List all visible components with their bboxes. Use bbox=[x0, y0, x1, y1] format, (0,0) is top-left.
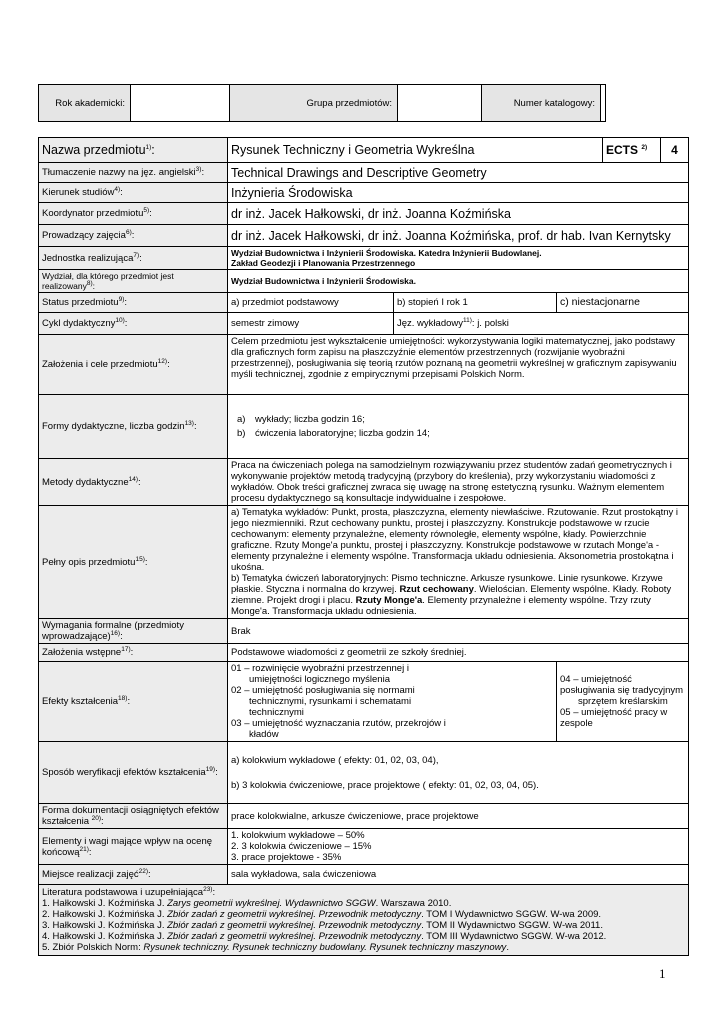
faculty-value: Wydział Budownictwa i Inżynierii Środowiska. bbox=[228, 270, 689, 293]
effect-line: sprzętem kreślarskim bbox=[578, 696, 668, 707]
coord-label: Koordynator przedmiotu$^{5)}$: bbox=[39, 203, 228, 225]
effects-right bbox=[557, 662, 689, 742]
year-label: Rok akademicki: bbox=[39, 85, 131, 122]
row-goals bbox=[39, 335, 689, 395]
page-number: 1 bbox=[659, 966, 666, 981]
row-teachers bbox=[39, 225, 689, 247]
forms-label: Formy dydaktyczne, liczba godzin$^{13)}$: bbox=[39, 395, 228, 459]
field-label: Kierunek studiów$^{4)}$: bbox=[39, 183, 228, 203]
lit-item: 5. Zbiór Polskich Norm: Rysunek techniczny. Rysunek techniczny budowlany. Rysunek techniczny maszynowy. bbox=[42, 942, 509, 953]
row-description bbox=[39, 506, 689, 619]
goals-label: Założenia i cele przedmiotu$^{12)}$: bbox=[39, 335, 228, 395]
row-coordinator bbox=[39, 203, 689, 225]
effect-line: kładów bbox=[249, 729, 279, 740]
cycle-label: Cykl dydaktyczny$^{10)}$: bbox=[39, 313, 228, 335]
row-verification bbox=[39, 742, 689, 804]
field-value: Inżynieria Środowiska bbox=[228, 183, 689, 203]
forms-value bbox=[228, 395, 689, 459]
group-label: Grupa przedmiotów: bbox=[230, 85, 398, 122]
req-label: Wymagania formalne (przedmioty wprowadzające)$^{16)}$: bbox=[39, 619, 228, 644]
row-forms bbox=[39, 395, 689, 459]
verif-label: Sposób weryfikacji efektów kształcenia$^{19)}$: bbox=[39, 742, 228, 804]
row-place bbox=[39, 865, 689, 885]
verif-item: b) 3 kolokwia ćwiczeniowe, prace projektowe ( efekty: 01, 02, 03, 04, 05). bbox=[231, 779, 539, 791]
ects-label: ECTS $^{2)}$ bbox=[603, 138, 661, 163]
effect-line: 04 – umiejętność posługiwania się tradycyjnym bbox=[560, 674, 684, 696]
lit-item: 4. Hałkowski J. Koźmińska J. Zbiór zadań z geometrii wykreślnej. Przewodnik metodyczny. TOM III Wydawnictwo SGGW. W-wa 2012. bbox=[42, 931, 607, 942]
row-english bbox=[39, 163, 689, 183]
name-value: Rysunek Techniczny i Geometria Wykreślna bbox=[228, 138, 603, 163]
goals-value: Celem przedmiotu jest wykształcenie umiejętności: wykorzystywania logiki matematycznej, jako podstawy dla graficznych form zapisu na płaszczyźnie elementów przestrzennych (rozwijanie wyobraźni przestrzennej), posługiwania się teorią rzutów poznaną na geometrii wykreślnej w graficznym zapisywaniu myśli technicznej, zgodnie z empirycznymi przepisami Polskich Norm. bbox=[228, 335, 689, 395]
row-literature bbox=[39, 885, 689, 956]
verif-item: a) kolokwium wykładowe ( efekty: 01, 02, 03, 04), bbox=[231, 754, 439, 766]
unit-label: Jednostka realizująca$^{7)}$: bbox=[39, 247, 228, 270]
cycle-value: semestr zimowy bbox=[228, 313, 394, 335]
en-value: Technical Drawings and Descriptive Geometry bbox=[228, 163, 689, 183]
teachers-label: Prowadzący zajęcia$^{6)}$: bbox=[39, 225, 228, 247]
docs-label: Forma dokumentacji osiągniętych efektów kształcenia $^{20)}$: bbox=[39, 804, 228, 829]
row-methods bbox=[39, 459, 689, 506]
header-table bbox=[38, 84, 606, 122]
lit-item: 2. Hałkowski J. Koźmińska J. Zbiór zadań z geometrii wykreślnej. Przewodnik metodyczny. TOM I Wydawnictwo SGGW. W-wa 2009. bbox=[42, 909, 602, 920]
weight-item: 3. prace projektowe - 35% bbox=[231, 852, 342, 863]
weight-item: 1. kolokwium wykładowe – 50% bbox=[231, 830, 365, 841]
effects-label: Efekty kształcenia$^{18)}$: bbox=[39, 662, 228, 742]
row-weights bbox=[39, 829, 689, 865]
methods-value: Praca na ćwiczeniach polega na samodzielnym rozwiązywaniu przez studentów zadań geometrycznych i wykonywanie projektów metodą tradycyjną (przybory do kreślenia), przy wykorzystaniu wiadomości z wykładów. Obok treści graficznej zwraca się uwagę na stronę estetyczną rysunku. Ważnym elementem procesu dydaktycznego są konsultacje indywidualne i zespołowe. bbox=[228, 459, 689, 506]
desc-labs: b) Tematyka ćwiczeń laboratoryjnych: Pismo techniczne. Arkusze rysunkowe. Linie rysunkowe. Krzywe płaskie. Styczna i normalna do krzywej. Rzut cechowany. Wielościan. Elementy wspólne. Kłady. Roboty ziemne. Projekt drogi i placu. Rzuty Monge'a. Elementy przynależne i elementy wspólne. Trzy rzuty Monge'a. Transformacja układu odniesienia. bbox=[231, 573, 672, 617]
ects-value: 4 bbox=[661, 138, 689, 163]
weights-value bbox=[228, 829, 689, 865]
row-effects bbox=[39, 662, 689, 742]
docs-value: prace kolokwialne, arkusze ćwiczeniowe, prace projektowe bbox=[228, 804, 689, 829]
row-status bbox=[39, 293, 689, 313]
effect-line: 03 – umiejętność wyznaczania rzutów, przekrojów i bbox=[231, 718, 446, 729]
catalog-field[interactable] bbox=[601, 85, 606, 122]
methods-label: Metody dydaktyczne$^{14)}$: bbox=[39, 459, 228, 506]
teachers-value: dr inż. Jacek Hałkowski, dr inż. Joanna Koźmińska, prof. dr hab. Ivan Kernytsky bbox=[228, 225, 689, 247]
row-faculty bbox=[39, 270, 689, 293]
course-table bbox=[38, 137, 689, 956]
forms-item: b) ćwiczenia laboratoryjne; liczba godzin 14; bbox=[237, 428, 430, 439]
lit-item: 3. Hałkowski J. Koźmińska J. Zbiór zadań z geometrii wykreślnej. Przewodnik metodyczny. TOM II Wydawnictwo SGGW. W-wa 2011. bbox=[42, 920, 603, 931]
desc-label: Pełny opis przedmiotu$^{15)}$: bbox=[39, 506, 228, 619]
lit-label: Literatura podstawowa i uzupełniająca$^{23)}$: bbox=[42, 885, 216, 898]
row-name bbox=[39, 138, 689, 163]
row-unit bbox=[39, 247, 689, 270]
forms-item: a) wykłady; liczba godzin 16; bbox=[237, 414, 365, 425]
status-a: a) przedmiot podstawowy bbox=[228, 293, 394, 313]
forms-list bbox=[231, 414, 685, 439]
effects-left bbox=[228, 662, 557, 742]
literature-cell bbox=[39, 885, 689, 956]
effect-line: 02 – umiejętność posługiwania się normami bbox=[231, 685, 415, 696]
coord-value: dr inż. Jacek Hałkowski, dr inż. Joanna Koźmińska bbox=[228, 203, 689, 225]
weight-item: 2. 3 kolokwia ćwiczeniowe – 15% bbox=[231, 841, 372, 852]
status-c: c) niestacjonarne bbox=[557, 293, 689, 313]
en-label: Tłumaczenie nazwy na jęz. angielski$^{3)}$: bbox=[39, 163, 228, 183]
desc-value bbox=[228, 506, 689, 619]
name-label: Nazwa przedmiotu$^{1)}$: bbox=[39, 138, 228, 163]
place-value: sala wykładowa, sala ćwiczeniowa bbox=[228, 865, 689, 885]
effect-line: technicznymi, rysunkami i schematami bbox=[249, 696, 412, 707]
row-prereq bbox=[39, 644, 689, 662]
effect-line: umiejętności logicznego myślenia bbox=[249, 674, 390, 685]
effect-line: technicznymi bbox=[249, 707, 304, 718]
weights-label: Elementy i wagi mające wpływ na ocenę końcową$^{21)}$: bbox=[39, 829, 228, 865]
group-field[interactable] bbox=[398, 85, 482, 122]
catalog-label: Numer katalogowy: bbox=[482, 85, 601, 122]
lit-item: 1. Hałkowski J. Koźmińska J. Zarys geometrii wykreślnej. Wydawnictwo SGGW. Warszawa 2010. bbox=[42, 898, 452, 909]
row-cycle bbox=[39, 313, 689, 335]
row-requirements bbox=[39, 619, 689, 644]
row-documentation bbox=[39, 804, 689, 829]
prereq-label: Założenia wstępne$^{17)}$: bbox=[39, 644, 228, 662]
prereq-value: Podstawowe wiadomości z geometrii ze szkoły średniej. bbox=[228, 644, 689, 662]
effect-line: 05 – umiejętność pracy w zespole bbox=[560, 707, 668, 729]
unit-value-line-1: Wydział Budownictwa i Inżynierii Środowiska. Katedra Inżynierii Budowlanej. bbox=[231, 248, 542, 258]
req-value: Brak bbox=[228, 619, 689, 644]
desc-lectures: a) Tematyka wykładów: Punkt, prosta, płaszczyzna, elementy niewłaściwe. Rzutowanie. Rzut prostokątny i jego niezmienniki. Rzut cechowany punktu, prostej i płaszczyzny. Konstrukcje podstawowe w rzucie cechowanym: elementy przynależne, elementy równoległe, elementy wspólne, kłady. Powierzchnie graficzne. Rzuty Monge'a punktu, prostej i płaszczyzny. Konstrukcje podstawowe w rzutach Monge'a - elementy przynależne i elementy wspólne. Transformacja układu odniesienia. Aksonometria prostokątna i ukośna. bbox=[231, 507, 679, 573]
year-field[interactable] bbox=[131, 85, 230, 122]
faculty-label: Wydział, dla którego przedmiot jest realizowany$^{8)}$: bbox=[39, 270, 228, 293]
verif-value bbox=[228, 742, 689, 804]
unit-value bbox=[228, 247, 689, 270]
row-field bbox=[39, 183, 689, 203]
effect-line: 01 – rozwinięcie wyobraźni przestrzennej i bbox=[231, 663, 409, 674]
lang-value: Jęz. wykładowy$^{11)}$: j. polski bbox=[394, 313, 689, 335]
unit-value-line-2: Zakład Geodezji i Planowania Przestrzennego bbox=[231, 258, 416, 268]
status-b: b) stopień I rok 1 bbox=[394, 293, 557, 313]
place-label: Miejsce realizacji zajęć$^{22)}$: bbox=[39, 865, 228, 885]
status-label: Status przedmiotu$^{9)}$: bbox=[39, 293, 228, 313]
